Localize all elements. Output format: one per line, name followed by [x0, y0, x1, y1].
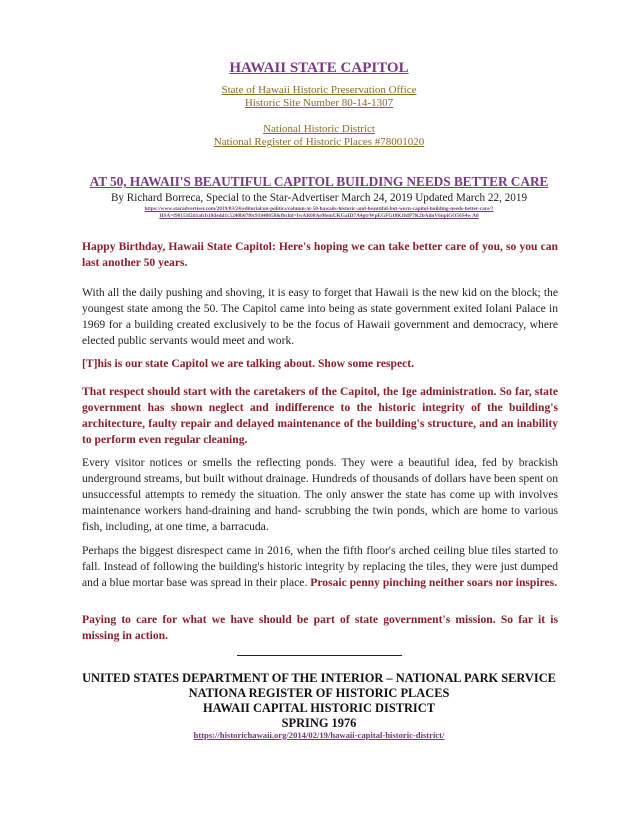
paragraph-mission: Paying to care for what we have should be part of state government's mission. So far it is missing in action. — [82, 613, 558, 642]
section-divider — [237, 655, 402, 656]
article-byline: By Richard Borreca, Special to the Star-Advertiser March 24, 2019 Updated March 22, 2019 — [110, 192, 528, 204]
ceiling-tiles-emphasis: Prosaic penny pinching neither soars nor inspires. — [310, 576, 558, 589]
footer-district: HAWAII CAPITAL HISTORIC DISTRICT — [203, 701, 435, 715]
footer-department: UNITED STATES DEPARTMENT OF THE INTERIOR – NATIONAL PARK SERVICE — [82, 671, 556, 685]
article-title[interactable]: AT 50, HAWAII'S BEAUTIFUL CAPITOL BUILDING NEEDS BETTER CARE — [89, 174, 549, 189]
historic-site-number-link[interactable]: Historic Site Number 80-14-1307 — [244, 97, 394, 109]
article-url-line-2[interactable]: HSA=f98151f2d1afcb10dedd1c5240b07f0c91840058&fbclid=IwAR08Ae9femUKGaID7A4gtrWpEGFGI8K1hIP7K2bAdnV6npiGO56S4w A0 — [159, 213, 479, 219]
paragraph-respect: [T]his is our state Capitol we are talking about. Show some respect. — [82, 357, 415, 370]
paragraph-history: With all the daily pushing and shoving, it is easy to forget that Hawaii is the new kid on the block; the youngest state among the 50. The Capitol came into being as state government exited Iolani Palace in 1969 for a building created exclusively to be the focus of Hawaii government and democracy, where elected public servants would meet and work. — [82, 286, 558, 347]
page-title: HAWAII STATE CAPITOL — [229, 60, 409, 76]
paragraph-reflecting-ponds: Every visitor notices or smells the reflecting ponds. They were a beautiful idea, fed by brackish underground streams, but built without drainage. Hundreds of thousands of dollars have been spent on unsuccessful attempts to remedy the situation. The only answer the state has come up with involves maintenance workers hand-draining and hand- scrubbing the twin ponds, which are home to various fish, including, at one time, a barracuda. — [82, 456, 558, 533]
article-url-line-1[interactable]: https://www.staradvertiser.com/2019/03/24/editorial/on-politics/column-at-50-hawaiis-historic-and-beautiful-but-worn-capitol-building-needs-better-care/? — [144, 206, 494, 212]
paragraph-intro: Happy Birthday, Hawaii State Capitol: Here's hoping we can take better care of you, so you can last another 50 years. — [82, 240, 558, 269]
paragraph-ceiling-tiles — [82, 543, 558, 591]
footer-date: SPRING 1976 — [281, 716, 357, 730]
national-register-link[interactable]: National Register of Historic Places #78001020 — [213, 136, 425, 148]
footer-register: NATIONA REGISTER OF HISTORIC PLACES — [188, 686, 450, 700]
footer-url-link[interactable]: https://historichawaii.org/2014/02/19/hawaii-capital-historic-district/ — [193, 730, 445, 740]
historic-district-link[interactable]: National Historic District — [263, 123, 375, 135]
ceiling-tiles-text: Perhaps the biggest disrespect came in 2016, when the fifth floor's arched ceiling blue tiles started to fall. Instead of following the building's historic integrity by replacing the tiles, they were just dumped and a blue mortar base was spread in their place. — [82, 544, 558, 589]
preservation-office-link[interactable]: State of Hawaii Historic Preservation Office — [221, 84, 417, 96]
paragraph-caretakers: That respect should start with the caretakers of the Capitol, the Ige administration. So far, state government has shown neglect and indifference to the historic integrity of the building's architecture, faulty repair and delayed maintenance of the building's structure, and an inability to perform even regular cleaning. — [82, 385, 558, 446]
